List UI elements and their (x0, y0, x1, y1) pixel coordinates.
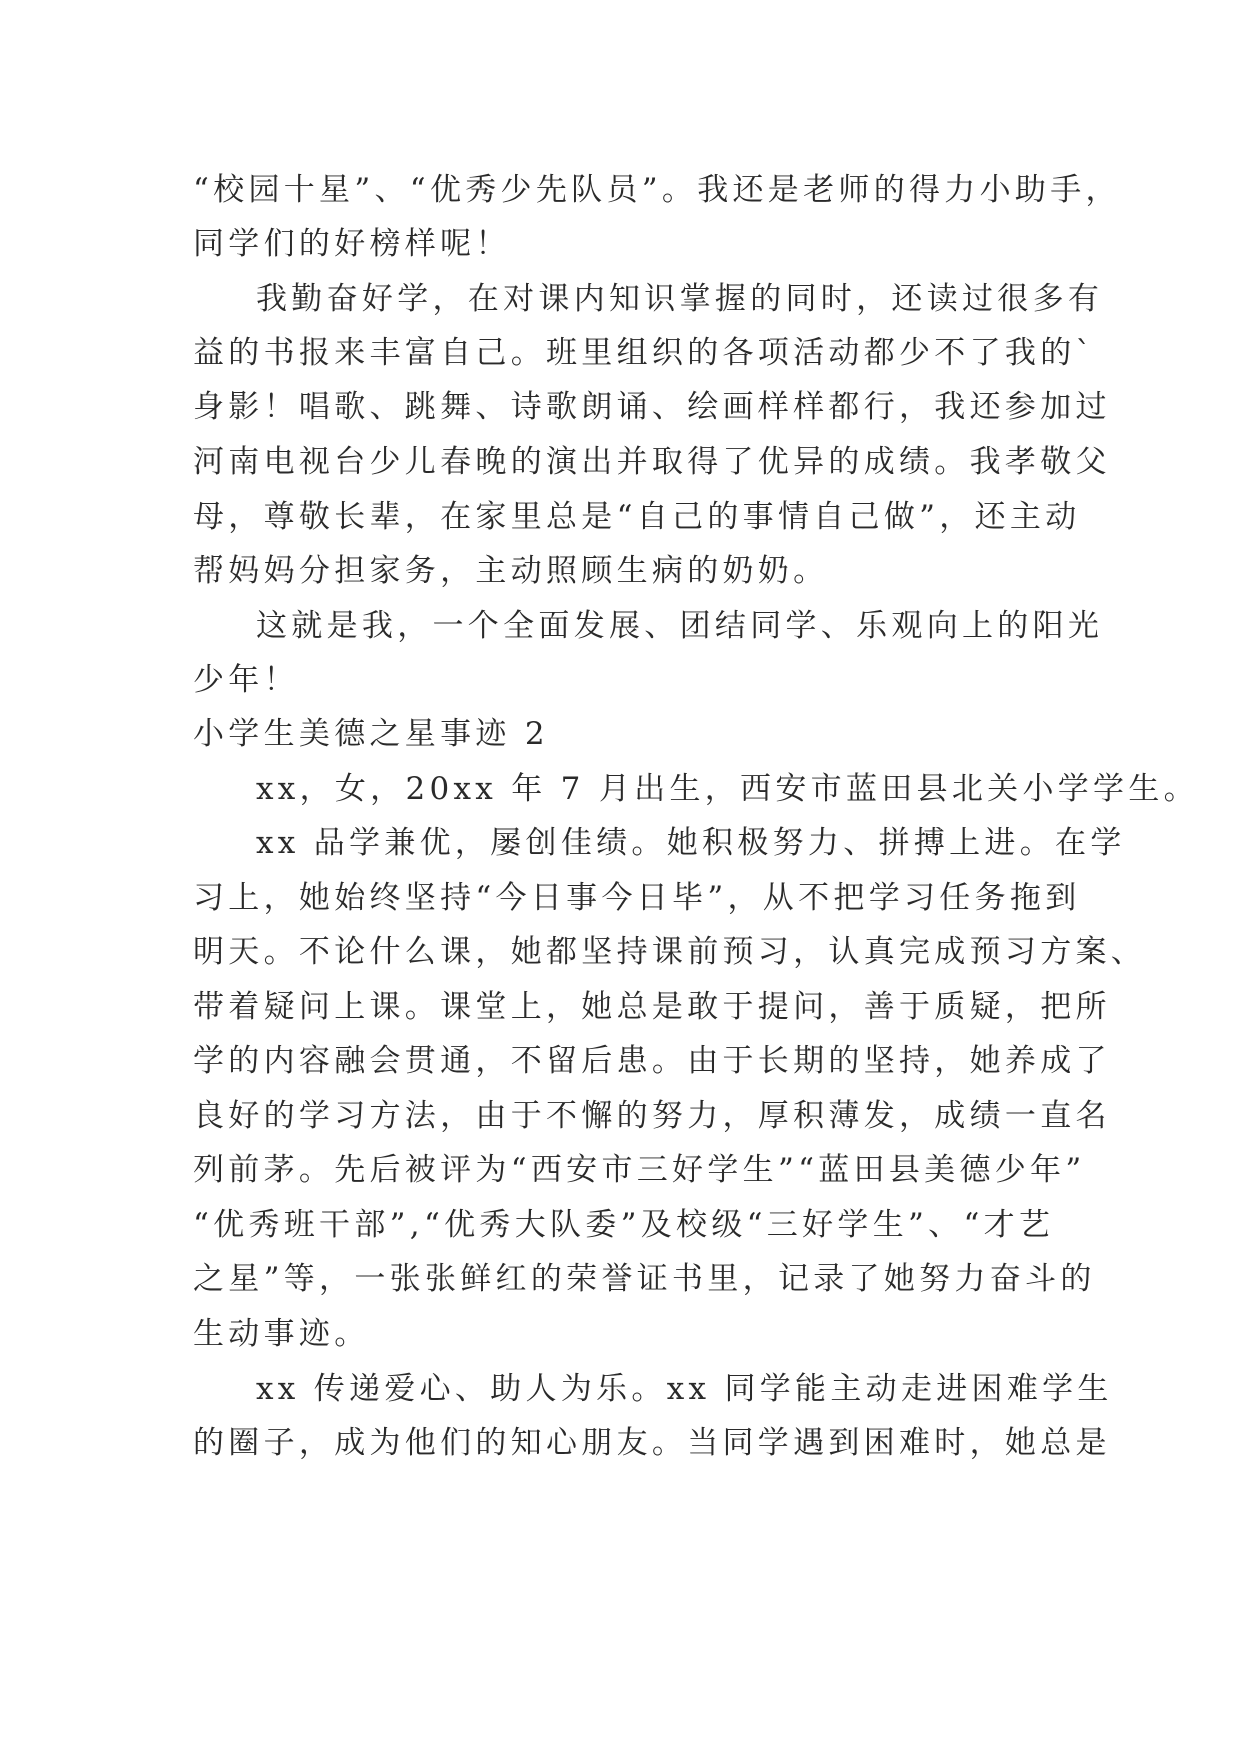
text-line: 列前茅。先后被评为“西安市三好学生”“蓝田县美德少年” (193, 1152, 1086, 1188)
paragraph-start: 这就是我，一个全面发展、团结同学、乐观向上的阳光 (256, 608, 1104, 644)
text-line: 之星”等，一张张鲜红的荣誉证书里，记录了她努力奋斗的 (193, 1261, 1096, 1297)
text-line: “校园十星”、“优秀少先队员”。我还是老师的得力小助手， (193, 172, 1121, 208)
text-line: 同学们的好榜样呢！ (193, 226, 511, 262)
text-line: 帮妈妈分担家务，主动照顾生病的奶奶。 (193, 553, 829, 589)
text-line: 良好的学习方法，由于不懈的努力，厚积薄发，成绩一直名 (193, 1098, 1111, 1134)
paragraph-start: xx 传递爱心、助人为乐。xx 同学能主动走进困难学生 (256, 1371, 1113, 1407)
text-line: 身影！唱歌、跳舞、诗歌朗诵、绘画样样都行，我还参加过 (193, 389, 1111, 425)
text-line: 少年！ (193, 662, 299, 698)
text-line: 的圈子，成为他们的知心朋友。当同学遇到困难时，她总是 (193, 1425, 1111, 1461)
text-line: 河南电视台少儿春晚的演出并取得了优异的成绩。我孝敬父 (193, 444, 1111, 480)
paragraph-start: xx 品学兼优，屡创佳绩。她积极努力、拼搏上进。在学 (256, 825, 1126, 861)
text-line: “优秀班干部”,“优秀大队委”及校级“三好学生”、“才艺 (193, 1207, 1055, 1243)
text-line: 母，尊敬长辈，在家里总是“自己的事情自己做”，还主动 (193, 499, 1081, 535)
text-line: 益的书报来丰富自己。班里组织的各项活动都少不了我的` (193, 335, 1096, 371)
text-line: 生动事迹。 (193, 1316, 370, 1352)
section-heading: 小学生美德之星事迹 2 (193, 716, 549, 752)
text-line: 学的内容融会贯通，不留后患。由于长期的坚持，她养成了 (193, 1043, 1111, 1079)
paragraph-start: 我勤奋好学，在对课内知识掌握的同时，还读过很多有 (256, 281, 1104, 317)
text-line: 带着疑问上课。课堂上，她总是敢于提问，善于质疑，把所 (193, 989, 1111, 1025)
paragraph-start: xx，女，20xx 年 7 月出生，西安市蓝田县北关小学学生。 (256, 771, 1199, 807)
text-line: 习上，她始终坚持“今日事今日毕”，从不把学习任务拖到 (193, 880, 1081, 916)
text-line: 明天。不论什么课，她都坚持课前预习，认真完成预习方案、 (193, 934, 1147, 970)
